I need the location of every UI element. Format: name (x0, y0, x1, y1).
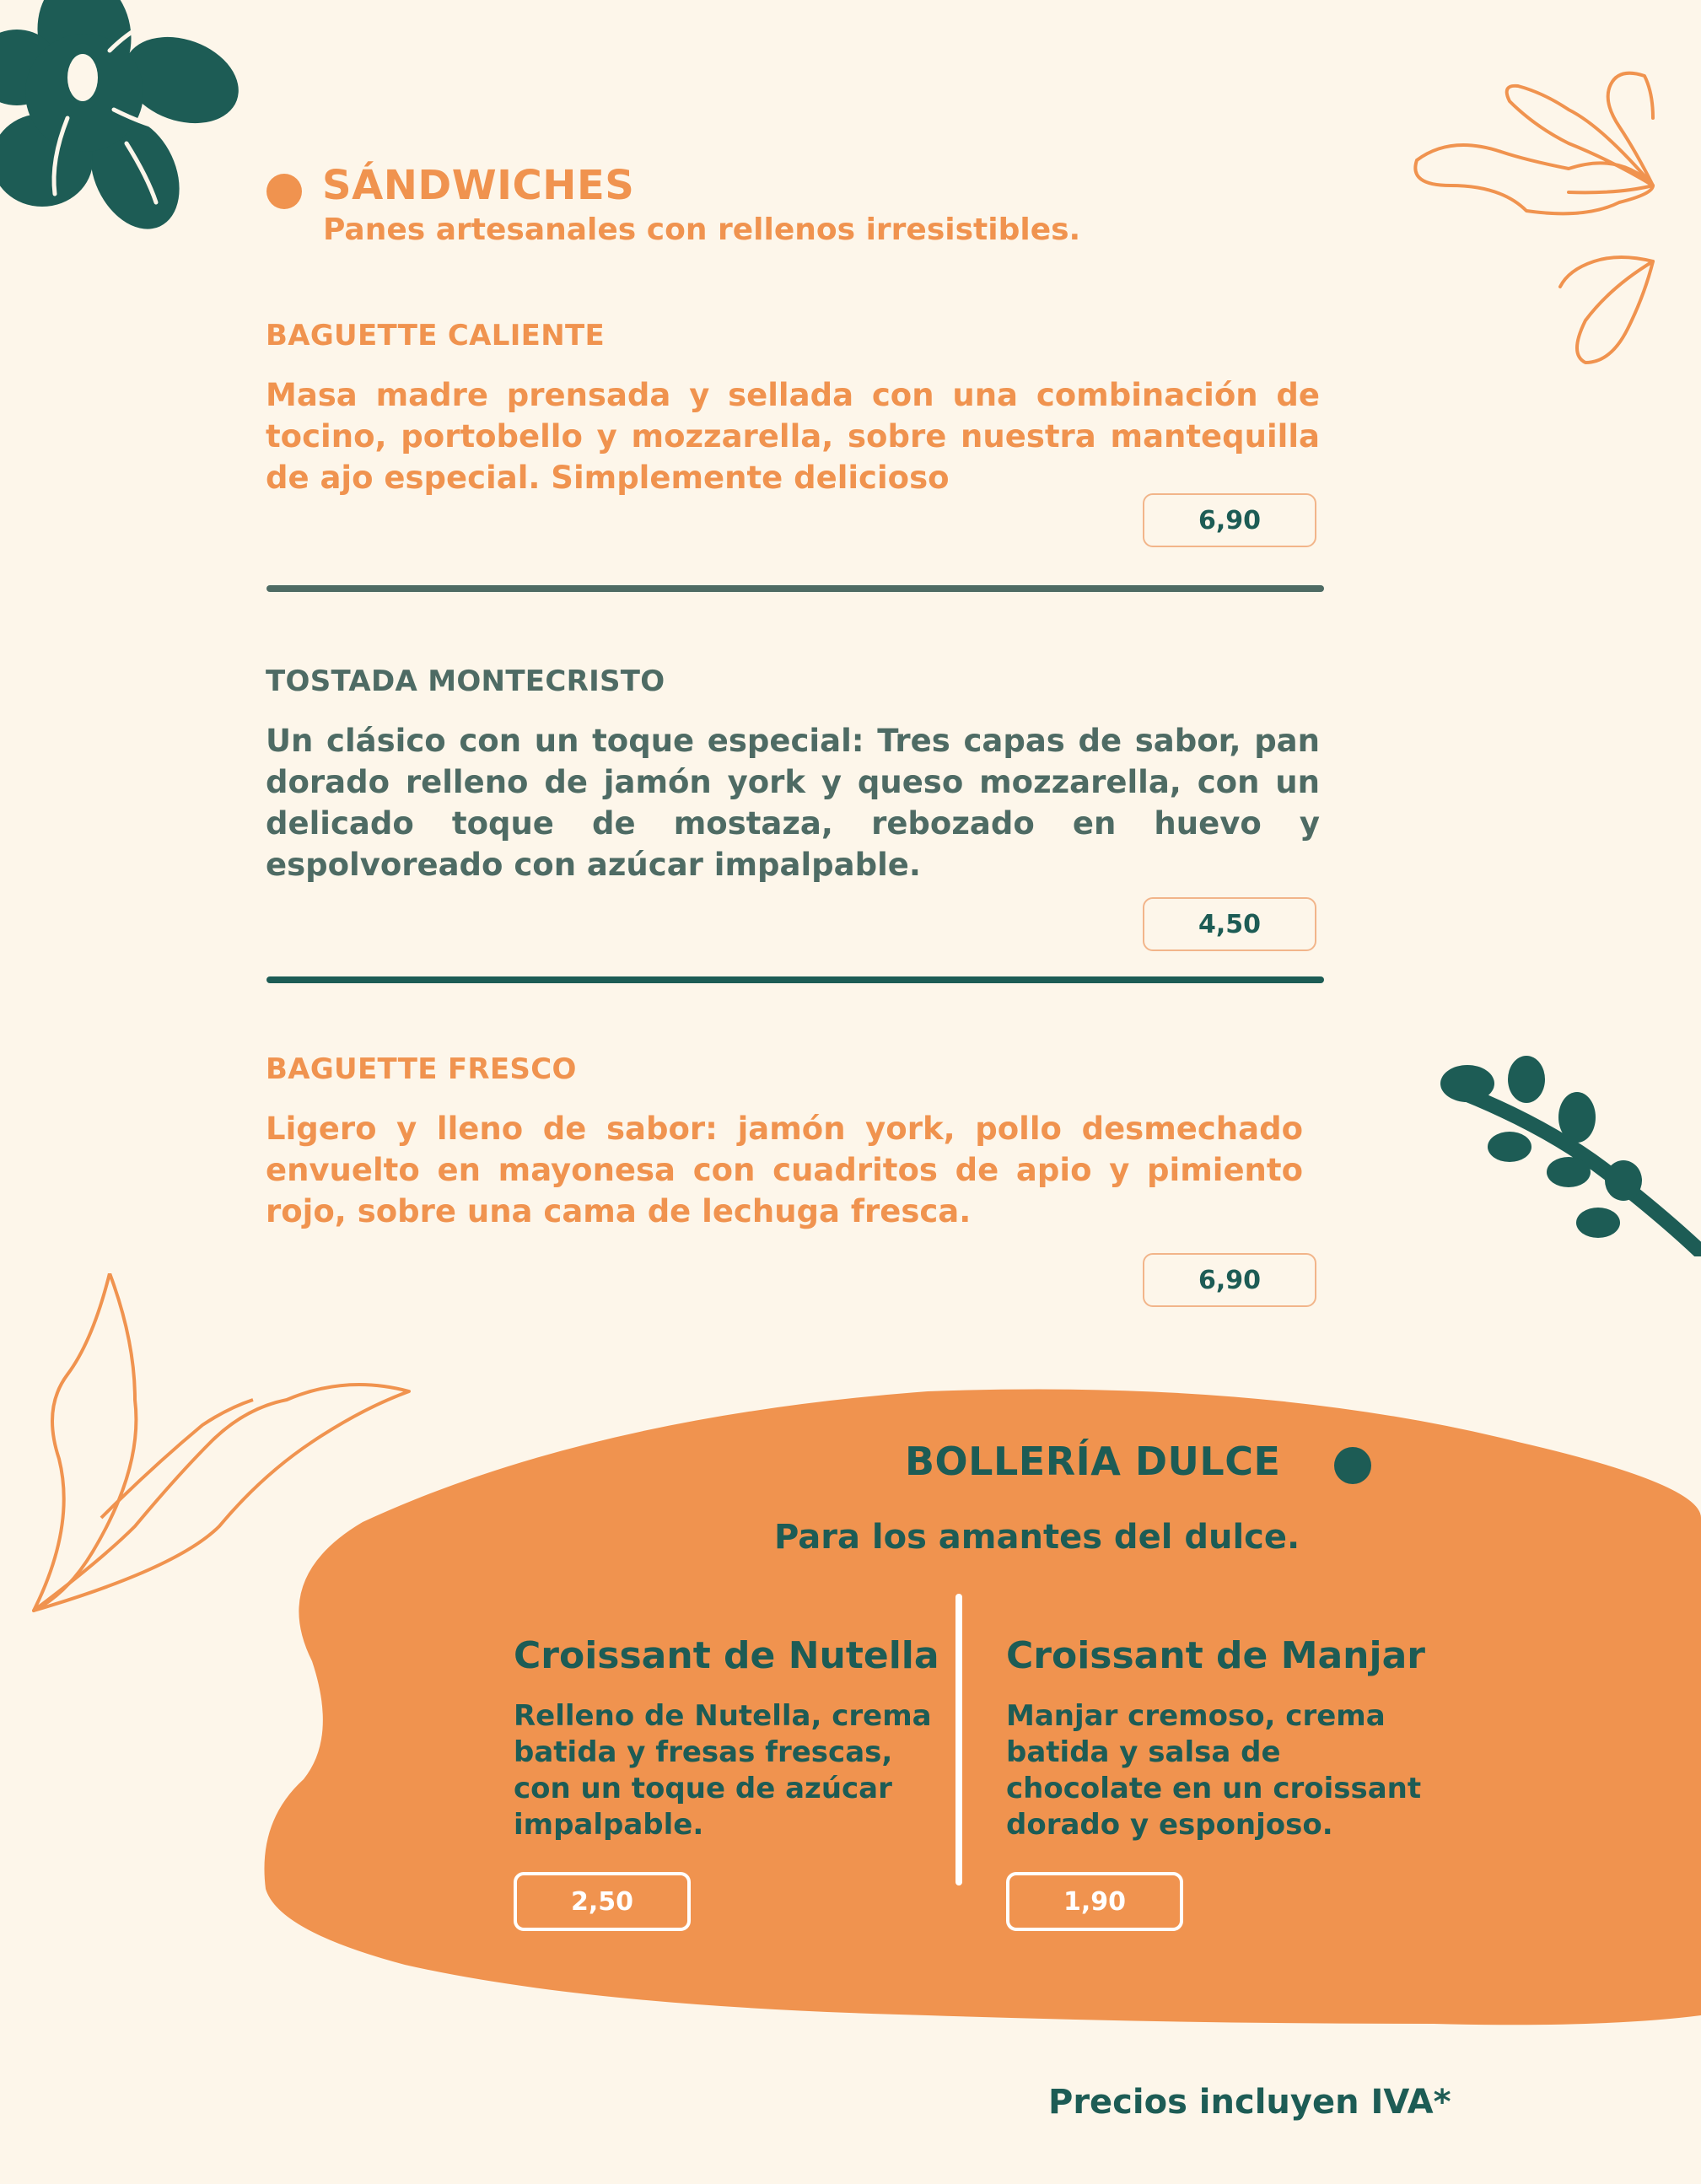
section-title: BOLLERÍA DULCE (905, 1439, 1281, 1484)
item-description: Masa madre prensada y sellada con una combinación de tocino, portobello y mozzarella, sobre nuestra mantequilla de ajo especial. Simplemente delicioso (266, 377, 1320, 496)
section-title: SÁNDWICHES (322, 162, 635, 209)
divider (266, 976, 1324, 983)
section-bullet (266, 174, 302, 209)
item-description: Un clásico con un toque especial: Tres capas de sabor, pan dorado relleno de jamón york y queso mozzarella, con un delicado toque de mostaza, rebozado en huevo y espolvoreado con azúcar impalpable. (266, 723, 1320, 883)
item-price: 6,90 (1143, 493, 1316, 547)
item-name: TOSTADA MONTECRISTO (266, 664, 665, 698)
section-subtitle: Para los amantes del dulce. (774, 1518, 1300, 1557)
item-name: Croissant de Nutella (514, 1634, 939, 1677)
column-divider (955, 1594, 962, 1885)
item-description: Manjar cremoso, crema batida y salsa de chocolate en un croissant dorado y esponjoso. (1006, 1699, 1422, 1842)
item-name: BAGUETTE CALIENTE (266, 319, 605, 352)
item-description: Relleno de Nutella, crema batida y fresas frescas, con un toque de azúcar impalpable. (514, 1699, 932, 1842)
leaf-outline-icon (1400, 67, 1701, 379)
item-price: 2,50 (514, 1872, 691, 1931)
footer-note: Precios incluyen IVA* (1048, 2083, 1451, 2122)
divider (266, 585, 1324, 592)
item-description: Ligero y lleno de sabor: jamón york, pollo desmechado envuelto en mayonesa con cuadritos de apio y pimiento rojo, sobre una cama de lechuga fresca. (266, 1111, 1303, 1229)
section-bullet (1334, 1447, 1371, 1484)
item-name: BAGUETTE FRESCO (266, 1052, 577, 1086)
flower-icon (0, 0, 253, 245)
item-price: 4,50 (1143, 897, 1316, 951)
item-name: Croissant de Manjar (1006, 1634, 1425, 1677)
section-subtitle: Panes artesanales con rellenos irresistibles. (323, 212, 1081, 247)
branch-icon (1434, 1054, 1701, 1256)
item-price: 6,90 (1143, 1253, 1316, 1307)
item-price: 1,90 (1006, 1872, 1183, 1931)
